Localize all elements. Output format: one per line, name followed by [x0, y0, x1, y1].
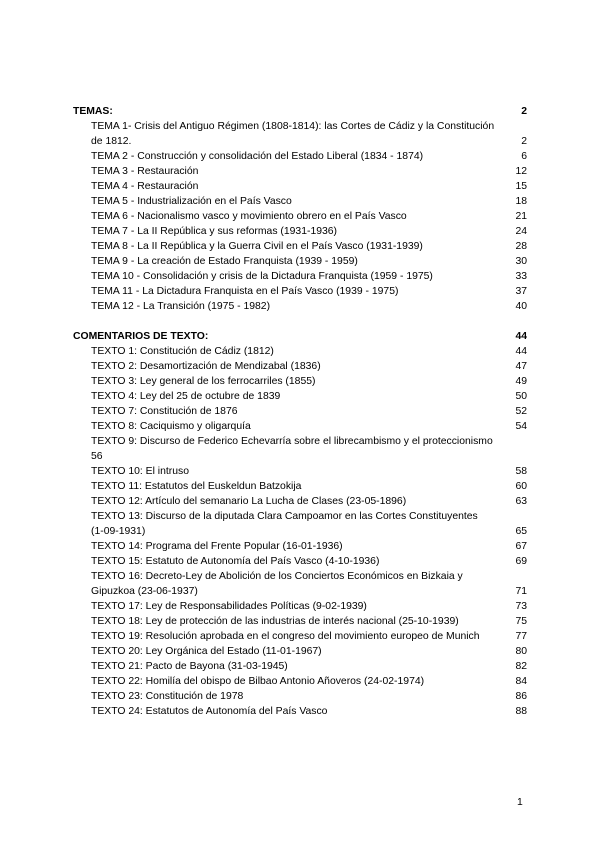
toc-entry-title: TEMA 10 - Consolidación y crisis de la Dictadura Franquista (1959 - 1975) — [91, 271, 433, 282]
toc-entry-title: TEXTO 21: Pacto de Bayona (31-03-1945) — [91, 661, 288, 672]
toc-entry[interactable] — [73, 299, 527, 314]
toc-entry-title: TEMA 5 - Industrialización en el País Vasco — [91, 196, 292, 207]
toc-entry-title: TEMA 3 - Restauración — [91, 166, 199, 177]
section-title: TEMAS: — [73, 106, 113, 117]
toc-entry-page: 54 — [515, 421, 527, 432]
toc-entry-page: 84 — [515, 676, 527, 687]
toc-entry-page: 86 — [515, 691, 527, 702]
toc-entry-page: 88 — [515, 706, 527, 717]
toc-entry[interactable] — [73, 374, 527, 389]
toc-entry-title: TEMA 1- Crisis del Antiguo Régimen (1808-1814): las Cortes de Cádiz y la Constitución — [91, 121, 495, 132]
toc-entry-title: TEXTO 3: Ley general de los ferrocarriles (1855) — [91, 376, 316, 387]
toc-entry-title: TEMA 11 - La Dictadura Franquista en el País Vasco (1939 - 1975) — [91, 286, 399, 297]
toc-entry-page: 28 — [515, 241, 527, 252]
toc-entry-page: 15 — [515, 181, 527, 192]
toc-entry-title: TEXTO 14: Programa del Frente Popular (16-01-1936) — [91, 541, 343, 552]
toc-entry[interactable] — [73, 704, 527, 719]
toc-entry-continuation — [91, 524, 527, 539]
toc-entry-title: TEXTO 9: Discurso de Federico Echevarría sobre el librecambismo y el proteccionismo — [91, 436, 493, 447]
toc-entry-title: TEXTO 18: Ley de protección de las industrias de interés nacional (25-10-1939) — [91, 616, 459, 627]
toc-entry-title: TEXTO 22: Homilía del obispo de Bilbao Antonio Añoveros (24-02-1974) — [91, 676, 425, 687]
toc-entry-page: 77 — [515, 631, 527, 642]
toc-entry[interactable] — [73, 359, 527, 374]
toc-entry[interactable] — [73, 509, 527, 539]
toc-entry-title: TEMA 7 - La II República y sus reformas (1931-1936) — [91, 226, 338, 237]
toc-entry-page: 65 — [515, 526, 527, 537]
toc-entry-title: TEXTO 13: Discurso de la diputada Clara Campoamor en las Cortes Constituyentes — [91, 511, 478, 522]
toc-entry[interactable] — [73, 224, 527, 239]
toc-entry-title: TEXTO 11: Estatutos del Euskeldun Batzokija — [91, 481, 302, 492]
toc-entry-title-cont: Gipuzkoa (23-06-1937) — [91, 586, 198, 597]
toc-entry-page: 58 — [515, 466, 527, 477]
toc-entry-continuation — [91, 584, 527, 599]
toc-entry-page: 71 — [515, 586, 527, 597]
toc-entry[interactable] — [73, 119, 527, 149]
toc-entry[interactable] — [73, 614, 527, 629]
toc-entry[interactable] — [73, 179, 527, 194]
toc-entry-page: 6 — [521, 151, 527, 162]
toc-entry[interactable] — [73, 164, 527, 179]
toc-entry-page: 24 — [515, 226, 527, 237]
toc-entry[interactable] — [73, 539, 527, 554]
toc-entry-page: 73 — [515, 601, 527, 612]
toc-entry-title: TEXTO 16: Decreto-Ley de Abolición de los Conciertos Económicos en Bizkaia y — [91, 571, 463, 582]
toc-entry-page: 80 — [515, 646, 527, 657]
toc-entry[interactable] — [73, 659, 527, 674]
toc-entry[interactable] — [73, 269, 527, 284]
toc-entry-page: 21 — [515, 211, 527, 222]
section-page: 44 — [515, 331, 527, 342]
toc-entry-continuation — [91, 134, 527, 149]
toc-entry[interactable] — [73, 554, 527, 569]
toc-entry-page: 75 — [515, 616, 527, 627]
toc-entry[interactable] — [73, 209, 527, 224]
toc-entry-title: TEMA 4 - Restauración — [91, 181, 199, 192]
toc-entry[interactable] — [73, 284, 527, 299]
toc-entry-title: TEXTO 15: Estatuto de Autonomía del País Vasco (4-10-1936) — [91, 556, 380, 567]
toc-entry-title: TEMA 2 - Construcción y consolidación del Estado Liberal (1834 - 1874) — [91, 151, 424, 162]
section-title: COMENTARIOS DE TEXTO: — [73, 331, 209, 342]
toc-entry[interactable] — [73, 194, 527, 209]
toc-entry[interactable] — [73, 389, 527, 404]
toc-entry[interactable] — [73, 644, 527, 659]
toc-entry-page: 40 — [515, 301, 527, 312]
toc-entry[interactable] — [73, 434, 527, 464]
toc-entry-title: TEXTO 2: Desamortización de Mendizabal (1836) — [91, 361, 321, 372]
toc-entry-title: TEXTO 10: El intruso — [91, 466, 189, 477]
toc-entry-page: 82 — [515, 661, 527, 672]
toc-entry-page: 60 — [515, 481, 527, 492]
toc-entry[interactable] — [73, 464, 527, 479]
toc-entry-title: TEXTO 4: Ley del 25 de octubre de 1839 — [91, 391, 281, 402]
toc-entry-page: 52 — [515, 406, 527, 417]
toc-entry[interactable] — [73, 599, 527, 614]
toc-entry-title: TEXTO 19: Resolución aprobada en el congreso del movimiento europeo de Munich — [91, 631, 480, 642]
toc-entry-title: TEXTO 17: Ley de Responsabilidades Políticas (9-02-1939) — [91, 601, 367, 612]
toc-entry-page: 49 — [515, 376, 527, 387]
toc-entry-page: 2 — [521, 136, 527, 147]
toc-entry-page: 50 — [515, 391, 527, 402]
toc-entry-title: TEXTO 23: Constitución de 1978 — [91, 691, 244, 702]
toc-entry-page: 63 — [515, 496, 527, 507]
toc-entry-title-cont: (1-09-1931) — [91, 526, 146, 537]
toc-entry[interactable] — [73, 569, 527, 599]
toc-entry[interactable] — [73, 404, 527, 419]
toc-entry-page: 44 — [515, 346, 527, 357]
toc-entry[interactable] — [73, 689, 527, 704]
page-number: 1 — [517, 797, 523, 808]
toc-entry-title: TEXTO 12: Artículo del semanario La Lucha de Clases (23-05-1896) — [91, 496, 407, 507]
toc-entry-page: 12 — [515, 166, 527, 177]
toc-entry-title: TEMA 6 - Nacionalismo vasco y movimiento obrero en el País Vasco — [91, 211, 407, 222]
toc-entry[interactable] — [73, 239, 527, 254]
toc-entry-title: TEMA 8 - La II República y la Guerra Civil en el País Vasco (1931-1939) — [91, 241, 423, 252]
toc-entry-title-cont: 56 — [91, 451, 103, 462]
comentarios-list — [73, 344, 527, 719]
toc-entry[interactable] — [73, 494, 527, 509]
table-of-contents — [73, 104, 527, 719]
toc-entry[interactable] — [73, 149, 527, 164]
toc-entry-title: TEXTO 24: Estatutos de Autonomía del País Vasco — [91, 706, 328, 717]
section-heading-temas[interactable] — [73, 104, 527, 119]
toc-entry[interactable] — [73, 479, 527, 494]
toc-entry-page: 69 — [515, 556, 527, 567]
section-page: 2 — [521, 106, 527, 117]
toc-entry-title: TEXTO 8: Caciquismo y oligarquía — [91, 421, 251, 432]
toc-entry-title: TEXTO 1: Constitución de Cádiz (1812) — [91, 346, 274, 357]
toc-entry-title: TEMA 12 - La Transición (1975 - 1982) — [91, 301, 271, 312]
toc-entry[interactable] — [73, 629, 527, 644]
toc-entry-title: TEXTO 7: Constitución de 1876 — [91, 406, 238, 417]
temas-list — [73, 119, 527, 314]
toc-entry[interactable] — [73, 254, 527, 269]
toc-entry-continuation — [91, 449, 527, 464]
section-heading-comentarios[interactable] — [73, 329, 527, 344]
toc-entry-title-cont: de 1812. — [91, 136, 132, 147]
toc-entry[interactable] — [73, 674, 527, 689]
toc-entry-page: 18 — [515, 196, 527, 207]
toc-entry-page: 37 — [515, 286, 527, 297]
toc-entry-page: 33 — [515, 271, 527, 282]
toc-entry-page: 30 — [515, 256, 527, 267]
toc-entry-page: 67 — [515, 541, 527, 552]
toc-entry-title: TEXTO 20: Ley Orgánica del Estado (11-01-1967) — [91, 646, 322, 657]
toc-entry[interactable] — [73, 344, 527, 359]
toc-entry[interactable] — [73, 419, 527, 434]
toc-entry-title: TEMA 9 - La creación de Estado Franquista (1939 - 1959) — [91, 256, 358, 267]
toc-entry-page: 47 — [515, 361, 527, 372]
